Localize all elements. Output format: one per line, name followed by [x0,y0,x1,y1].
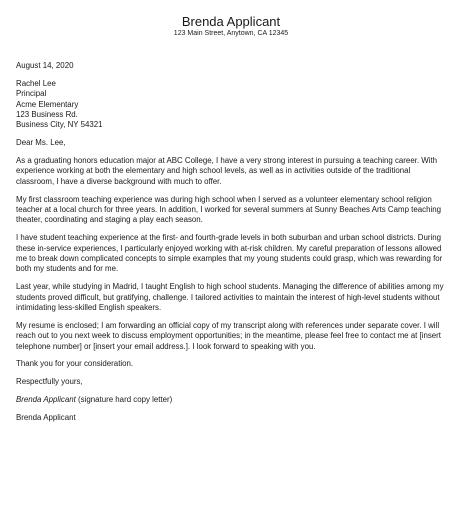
recipient-city: Business City, NY 54321 [16,120,103,130]
body-paragraph-5: My resume is enclosed; I am forwarding an official copy of my transcript along with references under separate cover. I will reach out to you next week to discuss employment opportunities; in the meantime, please feel free to contact me at [insert telephone number] or [insert your email address.]. I look forward to speaking with you. [16,320,442,351]
letter-date: August 14, 2020 [16,61,74,70]
typed-name: Brenda Applicant [16,412,76,422]
recipient-street: 123 Business Rd. [16,110,78,120]
closing-line: Respectfully yours, [16,377,83,387]
body-paragraph-1: As a graduating honors education major at ABC College, I have a very strong interest in pursuing a teaching career. With experience working at both the elementary and high school levels, as well as in activities outside of the traditional classroom, I have a diverse background with much to offer. [16,156,438,186]
thanks-line: Thank you for your consideration. [16,359,134,369]
recipient-name: Rachel Lee [16,78,56,88]
recipient-block [16,79,446,131]
sender-address: 123 Main Street, Anytown, CA 12345 [173,30,289,37]
signature-name: Brenda Applicant [16,395,76,405]
signature-note: (signature hard copy letter) [78,395,173,405]
body-paragraph-4: Last year, while studying in Madrid, I taught English to high school students. Managing the difference of abilities among my students proved difficult, but gratifying, challenge. I tailored activities to maintain the interest of high-level students without intimidating less-skilled English speakers. [16,282,444,313]
salutation: Dear Ms. Lee, [16,138,66,148]
body-paragraph-3: I have student teaching experience at the first- and fourth-grade levels in both suburban and urban school districts. During these in-service experiences, I particularly enjoyed working with at-risk children. My careful preparation of lessons allowed me to break down complicated concepts to simple examples that my young students could grasp, which was rewarding for both my students and for me. [16,233,443,274]
sender-name: Brenda Applicant [181,14,281,29]
recipient-school: Acme Elementary [16,99,79,109]
letterhead [16,14,446,39]
recipient-title: Principal [16,89,47,99]
signature-line [16,395,446,405]
body-paragraph-2: My first classroom teaching experience was during high school when I served as a volunteer elementary school religion teacher at a local church for three years. In addition, I worked for several summers at Sunny Beaches Arts Camp teaching theater, coordinating and staging a play each season. [16,194,441,225]
